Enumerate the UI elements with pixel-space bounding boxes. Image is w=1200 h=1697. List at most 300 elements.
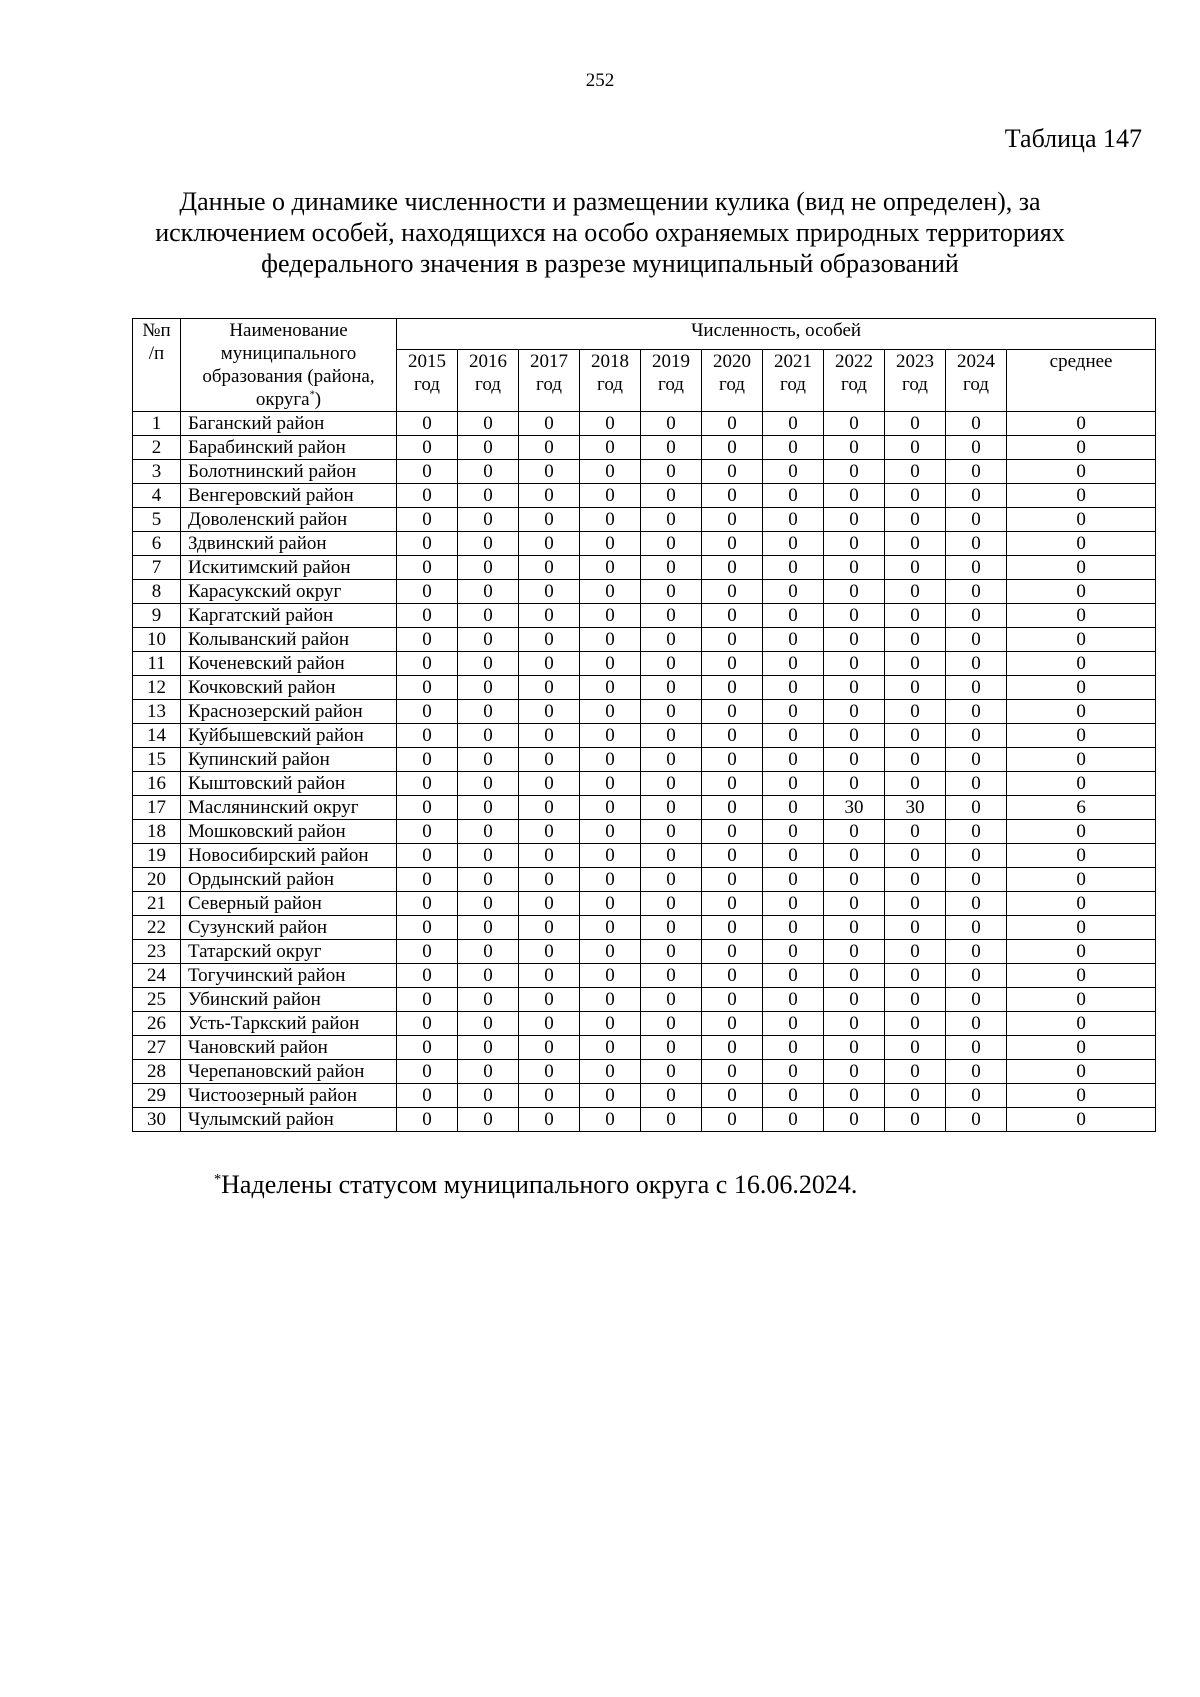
row-year-value: 0 (458, 916, 519, 940)
row-year-value: 0 (824, 652, 885, 676)
row-year-value: 0 (702, 628, 763, 652)
header-year-suffix: год (414, 374, 440, 396)
row-year-value: 0 (641, 844, 702, 868)
row-year-value: 0 (702, 484, 763, 508)
row-year-value: 0 (580, 532, 641, 556)
row-year-value: 0 (824, 964, 885, 988)
row-year-value: 0 (824, 484, 885, 508)
row-year-value: 0 (946, 604, 1007, 628)
row-year-value: 0 (885, 652, 946, 676)
row-year-value: 0 (397, 820, 458, 844)
table-row (133, 532, 1156, 556)
header-year-value: 2024 (957, 351, 995, 373)
row-year-value: 0 (702, 964, 763, 988)
header-year-suffix: год (841, 374, 867, 396)
row-year-value: 0 (702, 436, 763, 460)
row-district-name: Баганский район (181, 412, 397, 436)
row-year-value: 0 (580, 772, 641, 796)
row-year-value: 0 (397, 1084, 458, 1108)
row-year-value: 0 (458, 1084, 519, 1108)
row-year-value: 0 (397, 1012, 458, 1036)
row-number: 28 (133, 1060, 181, 1084)
row-district-name: Северный район (181, 892, 397, 916)
row-year-value: 0 (397, 508, 458, 532)
row-average-value: 0 (1007, 484, 1156, 508)
row-district-name: Татарский округ (181, 940, 397, 964)
row-year-value: 0 (641, 940, 702, 964)
table-row (133, 556, 1156, 580)
row-year-value: 0 (458, 628, 519, 652)
row-year-value: 0 (885, 508, 946, 532)
header-name (181, 319, 397, 412)
row-year-value: 0 (397, 748, 458, 772)
row-year-value: 0 (458, 1060, 519, 1084)
row-year-value: 0 (519, 532, 580, 556)
row-year-value: 0 (397, 844, 458, 868)
row-number: 17 (133, 796, 181, 820)
row-year-value: 0 (702, 988, 763, 1012)
row-year-value: 0 (885, 1060, 946, 1084)
row-year-value: 0 (397, 580, 458, 604)
header-year-suffix: год (475, 374, 501, 396)
table-row (133, 988, 1156, 1012)
row-year-value: 0 (519, 820, 580, 844)
header-group: Численность, особей (397, 319, 1156, 350)
population-table (132, 318, 1156, 1132)
row-year-value: 0 (397, 700, 458, 724)
row-year-value: 0 (763, 532, 824, 556)
row-average-value: 0 (1007, 1012, 1156, 1036)
row-year-value: 0 (397, 532, 458, 556)
row-year-value: 0 (763, 676, 824, 700)
row-year-value: 0 (641, 868, 702, 892)
table-row (133, 964, 1156, 988)
row-year-value: 0 (397, 412, 458, 436)
row-year-value: 0 (641, 700, 702, 724)
row-year-value: 0 (885, 484, 946, 508)
row-year-value: 0 (946, 892, 1007, 916)
row-year-value: 0 (824, 700, 885, 724)
footnote (214, 1170, 857, 1200)
row-district-name: Венгеровский район (181, 484, 397, 508)
row-year-value: 0 (580, 508, 641, 532)
header-year-value: 2020 (713, 351, 751, 373)
row-year-value: 0 (763, 484, 824, 508)
table-row (133, 436, 1156, 460)
row-year-value: 0 (763, 652, 824, 676)
row-year-value: 0 (885, 676, 946, 700)
document-title (120, 186, 1100, 279)
row-year-value: 0 (641, 988, 702, 1012)
table-row (133, 484, 1156, 508)
row-year-value: 0 (824, 1084, 885, 1108)
header-year (824, 350, 885, 412)
row-year-value: 0 (946, 772, 1007, 796)
row-year-value: 0 (519, 700, 580, 724)
table-row (133, 844, 1156, 868)
table-row (133, 580, 1156, 604)
row-year-value: 0 (458, 748, 519, 772)
table-row (133, 1012, 1156, 1036)
row-year-value: 0 (824, 1012, 885, 1036)
row-year-value: 0 (397, 604, 458, 628)
row-year-value: 0 (519, 1108, 580, 1132)
header-name-line (181, 388, 396, 411)
row-average-value: 0 (1007, 508, 1156, 532)
row-year-value: 0 (946, 700, 1007, 724)
row-year-value: 0 (885, 748, 946, 772)
header-name-line: образования (района, (202, 366, 375, 387)
row-year-value: 0 (519, 796, 580, 820)
table-row (133, 940, 1156, 964)
row-year-value: 0 (458, 772, 519, 796)
row-year-value: 0 (458, 844, 519, 868)
title-line: исключением особей, находящихся на особо охраняемых природных территориях (155, 218, 1065, 247)
row-year-value: 0 (946, 580, 1007, 604)
table-row (133, 412, 1156, 436)
row-year-value: 0 (458, 868, 519, 892)
row-year-value: 0 (580, 580, 641, 604)
row-year-value: 0 (702, 580, 763, 604)
row-year-value: 0 (946, 724, 1007, 748)
title-line: Данные о динамике численности и размещении кулика (вид не определен), за (179, 187, 1041, 216)
row-year-value: 0 (458, 724, 519, 748)
row-year-value: 0 (885, 700, 946, 724)
row-year-value: 0 (519, 892, 580, 916)
row-year-value: 0 (946, 628, 1007, 652)
row-average-value: 0 (1007, 916, 1156, 940)
table-row (133, 1084, 1156, 1108)
row-year-value: 0 (885, 964, 946, 988)
row-year-value: 0 (824, 556, 885, 580)
header-year (763, 350, 824, 412)
row-year-value: 0 (641, 1108, 702, 1132)
row-year-value: 0 (763, 1084, 824, 1108)
row-year-value: 0 (580, 436, 641, 460)
row-year-value: 0 (580, 820, 641, 844)
row-year-value: 0 (702, 1108, 763, 1132)
row-year-value: 0 (458, 940, 519, 964)
row-number: 3 (133, 460, 181, 484)
table-label: Таблица 147 (1004, 124, 1142, 153)
row-year-value: 0 (885, 772, 946, 796)
row-year-value: 0 (397, 940, 458, 964)
row-number: 1 (133, 412, 181, 436)
row-district-name: Чановский район (181, 1036, 397, 1060)
row-number: 5 (133, 508, 181, 532)
row-year-value: 0 (641, 748, 702, 772)
header-year (946, 350, 1007, 412)
row-year-value: 0 (458, 652, 519, 676)
header-year-value: 2016 (469, 351, 507, 373)
row-year-value: 0 (580, 460, 641, 484)
row-district-name: Кыштовский район (181, 772, 397, 796)
row-year-value: 0 (641, 772, 702, 796)
row-district-name: Доволенский район (181, 508, 397, 532)
row-year-value: 0 (519, 556, 580, 580)
table-row (133, 748, 1156, 772)
row-year-value: 0 (885, 604, 946, 628)
row-year-value: 0 (824, 604, 885, 628)
row-year-value: 0 (885, 1036, 946, 1060)
row-year-value: 30 (885, 796, 946, 820)
header-year-suffix: год (658, 374, 684, 396)
row-average-value: 0 (1007, 652, 1156, 676)
row-year-value: 0 (763, 820, 824, 844)
row-year-value: 0 (519, 436, 580, 460)
row-year-value: 0 (702, 1060, 763, 1084)
row-year-value: 0 (763, 700, 824, 724)
row-year-value: 0 (458, 484, 519, 508)
row-year-value: 0 (519, 1036, 580, 1060)
header-year-suffix: год (597, 374, 623, 396)
row-year-value: 0 (458, 964, 519, 988)
row-year-value: 0 (580, 796, 641, 820)
row-year-value: 0 (702, 1036, 763, 1060)
row-year-value: 0 (885, 1084, 946, 1108)
row-year-value: 0 (397, 964, 458, 988)
row-year-value: 0 (946, 556, 1007, 580)
table-row (133, 1036, 1156, 1060)
row-year-value: 0 (946, 1060, 1007, 1084)
header-year-value: 2022 (835, 351, 873, 373)
row-year-value: 0 (641, 436, 702, 460)
row-year-value: 0 (702, 412, 763, 436)
header-number-line: №п (142, 320, 171, 341)
row-district-name: Краснозерский район (181, 700, 397, 724)
row-year-value: 0 (824, 988, 885, 1012)
row-year-value: 0 (580, 940, 641, 964)
row-year-value: 0 (824, 1060, 885, 1084)
row-number: 16 (133, 772, 181, 796)
row-average-value: 0 (1007, 940, 1156, 964)
row-year-value: 0 (702, 724, 763, 748)
header-number-line: /п (148, 343, 165, 364)
row-year-value: 0 (702, 940, 763, 964)
row-year-value: 0 (885, 1012, 946, 1036)
row-number: 8 (133, 580, 181, 604)
row-year-value: 0 (397, 724, 458, 748)
row-year-value: 0 (702, 892, 763, 916)
row-year-value: 0 (763, 1108, 824, 1132)
header-year-suffix: год (719, 374, 745, 396)
header-year (397, 350, 458, 412)
row-average-value: 0 (1007, 772, 1156, 796)
header-year-suffix: год (536, 374, 562, 396)
row-year-value: 0 (946, 844, 1007, 868)
row-year-value: 0 (946, 1084, 1007, 1108)
row-year-value: 0 (397, 1108, 458, 1132)
row-year-value: 0 (580, 868, 641, 892)
row-year-value: 0 (885, 916, 946, 940)
row-year-value: 0 (458, 892, 519, 916)
row-year-value: 0 (458, 412, 519, 436)
row-year-value: 0 (458, 700, 519, 724)
row-year-value: 0 (458, 580, 519, 604)
row-year-value: 0 (397, 484, 458, 508)
row-year-value: 0 (458, 436, 519, 460)
row-year-value: 0 (763, 916, 824, 940)
row-year-value: 0 (580, 1084, 641, 1108)
row-year-value: 0 (580, 892, 641, 916)
row-year-value: 0 (641, 508, 702, 532)
header-year-value: 2017 (530, 351, 568, 373)
row-year-value: 0 (763, 892, 824, 916)
row-year-value: 0 (641, 916, 702, 940)
row-year-value: 0 (763, 460, 824, 484)
row-year-value: 0 (641, 1036, 702, 1060)
row-year-value: 0 (580, 964, 641, 988)
row-year-value: 0 (458, 1012, 519, 1036)
row-year-value: 0 (580, 700, 641, 724)
row-year-value: 0 (946, 820, 1007, 844)
row-year-value: 0 (580, 988, 641, 1012)
row-number: 6 (133, 532, 181, 556)
table-row (133, 820, 1156, 844)
row-year-value: 0 (702, 700, 763, 724)
row-year-value: 0 (702, 796, 763, 820)
row-number: 19 (133, 844, 181, 868)
row-year-value: 0 (458, 1108, 519, 1132)
row-year-value: 0 (763, 844, 824, 868)
row-number: 22 (133, 916, 181, 940)
row-year-value: 0 (702, 652, 763, 676)
row-year-value: 0 (458, 1036, 519, 1060)
row-district-name: Купинский район (181, 748, 397, 772)
row-district-name: Чистоозерный район (181, 1084, 397, 1108)
row-year-value: 0 (885, 412, 946, 436)
row-number: 15 (133, 748, 181, 772)
row-average-value: 0 (1007, 892, 1156, 916)
table-row (133, 460, 1156, 484)
row-year-value: 0 (885, 988, 946, 1012)
row-year-value: 0 (641, 652, 702, 676)
row-year-value: 0 (641, 1012, 702, 1036)
row-year-value: 0 (519, 652, 580, 676)
row-year-value: 0 (519, 412, 580, 436)
row-year-value: 0 (885, 628, 946, 652)
row-year-value: 0 (946, 796, 1007, 820)
row-number: 13 (133, 700, 181, 724)
row-year-value: 0 (885, 460, 946, 484)
row-year-value: 0 (519, 772, 580, 796)
row-year-value: 0 (519, 628, 580, 652)
row-year-value: 0 (763, 1060, 824, 1084)
row-year-value: 0 (702, 820, 763, 844)
row-year-value: 0 (397, 1036, 458, 1060)
row-year-value: 0 (946, 532, 1007, 556)
row-year-value: 0 (519, 484, 580, 508)
row-year-value: 0 (946, 988, 1007, 1012)
row-number: 4 (133, 484, 181, 508)
table-row (133, 652, 1156, 676)
row-year-value: 0 (397, 772, 458, 796)
row-number: 29 (133, 1084, 181, 1108)
row-year-value: 0 (702, 1084, 763, 1108)
row-year-value: 0 (763, 796, 824, 820)
row-average-value: 0 (1007, 820, 1156, 844)
table-row (133, 916, 1156, 940)
row-district-name: Болотнинский район (181, 460, 397, 484)
row-year-value: 0 (580, 1108, 641, 1132)
row-year-value: 0 (885, 724, 946, 748)
row-year-value: 0 (641, 484, 702, 508)
row-number: 12 (133, 676, 181, 700)
row-year-value: 0 (763, 868, 824, 892)
row-year-value: 0 (641, 556, 702, 580)
row-year-value: 0 (763, 988, 824, 1012)
row-year-value: 0 (946, 460, 1007, 484)
header-number (133, 319, 181, 412)
row-average-value: 0 (1007, 988, 1156, 1012)
row-year-value: 0 (519, 748, 580, 772)
row-district-name: Мошковский район (181, 820, 397, 844)
table-row (133, 676, 1156, 700)
row-year-value: 0 (702, 676, 763, 700)
row-average-value: 0 (1007, 964, 1156, 988)
row-year-value: 0 (763, 580, 824, 604)
row-average-value: 0 (1007, 412, 1156, 436)
row-year-value: 0 (458, 556, 519, 580)
row-year-value: 0 (519, 988, 580, 1012)
header-year-suffix: год (902, 374, 928, 396)
row-year-value: 0 (824, 772, 885, 796)
header-year (641, 350, 702, 412)
row-year-value: 0 (519, 1060, 580, 1084)
row-year-value: 0 (946, 652, 1007, 676)
row-year-value: 0 (763, 1036, 824, 1060)
row-year-value: 0 (580, 1012, 641, 1036)
header-year-suffix: год (963, 374, 989, 396)
header-average: среднее (1007, 350, 1156, 412)
row-year-value: 0 (946, 748, 1007, 772)
row-year-value: 0 (580, 1060, 641, 1084)
row-year-value: 0 (824, 748, 885, 772)
row-year-value: 0 (641, 676, 702, 700)
row-year-value: 0 (397, 628, 458, 652)
header-year-value: 2023 (896, 351, 934, 373)
row-district-name: Барабинский район (181, 436, 397, 460)
row-average-value: 0 (1007, 436, 1156, 460)
row-year-value: 0 (824, 676, 885, 700)
row-year-value: 0 (641, 604, 702, 628)
row-district-name: Куйбышевский район (181, 724, 397, 748)
row-number: 30 (133, 1108, 181, 1132)
row-district-name: Кочковский район (181, 676, 397, 700)
header-name-word: округа (255, 389, 310, 410)
row-district-name: Новосибирский район (181, 844, 397, 868)
row-year-value: 0 (641, 892, 702, 916)
row-year-value: 0 (824, 460, 885, 484)
row-district-name: Колыванский район (181, 628, 397, 652)
row-average-value: 0 (1007, 628, 1156, 652)
row-district-name: Черепановский район (181, 1060, 397, 1084)
row-year-value: 0 (763, 412, 824, 436)
row-year-value: 0 (763, 940, 824, 964)
header-year-value: 2021 (774, 351, 812, 373)
row-year-value: 0 (824, 580, 885, 604)
row-year-value: 0 (519, 676, 580, 700)
table-row (133, 1108, 1156, 1132)
row-year-value: 0 (580, 724, 641, 748)
row-year-value: 0 (946, 484, 1007, 508)
row-year-value: 0 (641, 964, 702, 988)
row-district-name: Маслянинский округ (181, 796, 397, 820)
row-year-value: 0 (702, 508, 763, 532)
row-year-value: 0 (702, 604, 763, 628)
header-name-line: муниципального (220, 343, 357, 364)
row-year-value: 0 (397, 652, 458, 676)
